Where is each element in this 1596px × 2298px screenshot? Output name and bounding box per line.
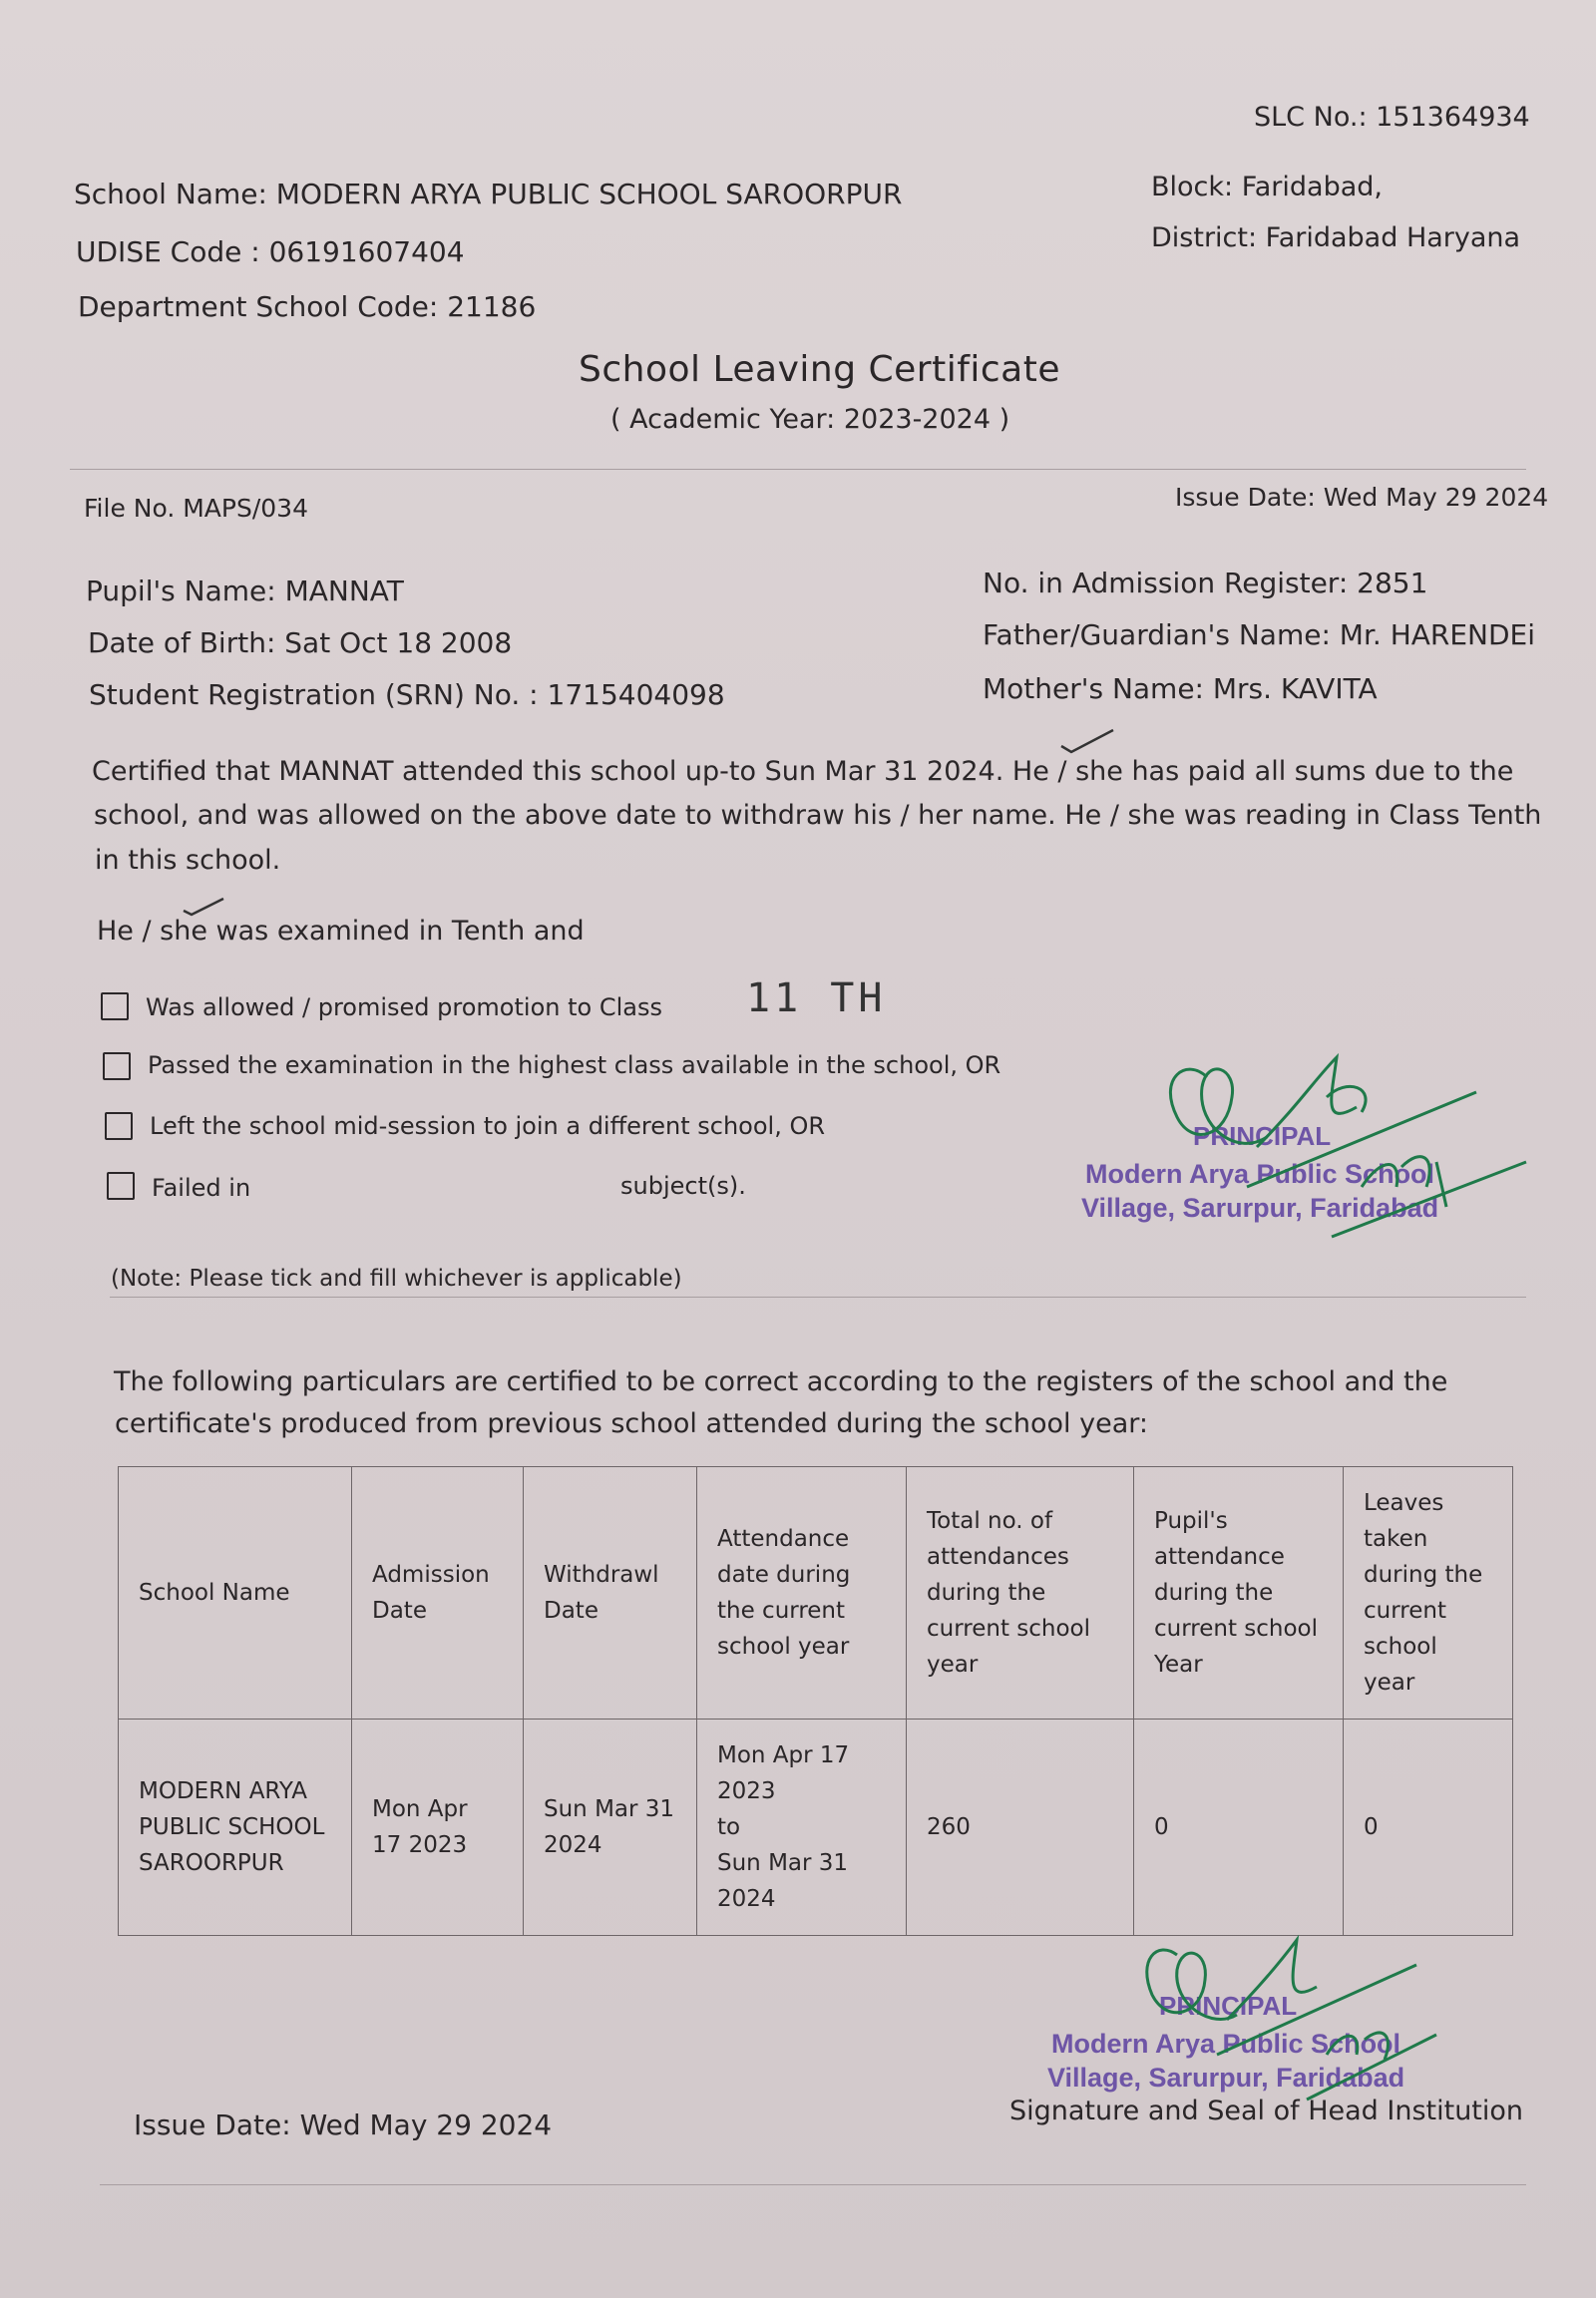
principal-signature-bottom-icon — [1127, 1925, 1466, 2124]
pupil-name: Pupil's Name: MANNAT — [86, 574, 404, 607]
father-name: Father/Guardian's Name: Mr. HARENDEi — [983, 618, 1536, 651]
certified-line-2: school, and was allowed on the above date to withdraw his / her name. He / she was reading in Class Tenth — [94, 800, 1542, 831]
cell-withdrawl-date: Sun Mar 31 2024 — [524, 1720, 697, 1936]
cell-total-attendances: 260 — [907, 1720, 1134, 1936]
failed-label: Failed in — [152, 1174, 251, 1202]
block: Block: Faridabad, — [1151, 172, 1383, 202]
table-header-row — [119, 1467, 1513, 1720]
particulars-line-1: The following particulars are certified to be correct according to the registers of the school and the — [114, 1366, 1448, 1397]
tick-mark-icon — [1057, 726, 1117, 756]
attendance-to-word: to — [717, 1814, 741, 1840]
promotion-class-handwritten: 11 TH — [746, 975, 887, 1021]
header-leaves-taken: Leaves taken during the current school year — [1344, 1467, 1513, 1720]
cell-admission-date: Mon Apr 17 2023 — [352, 1720, 524, 1936]
mother-name: Mother's Name: Mrs. KAVITA — [983, 672, 1378, 705]
issue-date-top: Issue Date: Wed May 29 2024 — [1175, 483, 1549, 512]
left-midsession-checkbox[interactable] — [105, 1112, 133, 1140]
divider — [110, 1297, 1526, 1298]
divider — [100, 2184, 1526, 2185]
academic-year: ( Academic Year: 2023-2024 ) — [610, 404, 1010, 435]
admission-register-number: No. in Admission Register: 2851 — [983, 567, 1428, 599]
subjects-label: subject(s). — [620, 1172, 746, 1200]
cell-leaves-taken: 0 — [1344, 1720, 1513, 1936]
promotion-checkbox[interactable] — [101, 992, 129, 1020]
header-total-attendances: Total no. of attendances during the current school year — [907, 1467, 1134, 1720]
signature-caption: Signature and Seal of Head Institution — [1009, 2096, 1524, 2126]
cell-attendance-dates — [697, 1720, 907, 1936]
header-school-name: School Name — [119, 1467, 352, 1720]
header-pupil-attendance: Pupil's attendance during the current school Year — [1134, 1467, 1344, 1720]
particulars-line-2: certificate's produced from previous school attended during the school year: — [115, 1408, 1148, 1439]
passed-checkbox[interactable] — [103, 1052, 131, 1080]
certificate-title: School Leaving Certificate — [579, 349, 1061, 390]
failed-checkbox[interactable] — [107, 1172, 135, 1200]
district: District: Faridabad Haryana — [1151, 222, 1521, 253]
left-midsession-label: Left the school mid-session to join a different school, OR — [150, 1112, 826, 1140]
table-row — [119, 1720, 1513, 1936]
cell-pupil-attendance: 0 — [1134, 1720, 1344, 1936]
stamp-line-1: Modern Arya Public School — [1085, 1159, 1435, 1189]
stamp-title-bottom: PRINCIPAL — [1159, 1991, 1298, 2021]
slc-number: SLC No.: 151364934 — [1254, 102, 1530, 133]
header-admission-date: Admission Date — [352, 1467, 524, 1720]
attendance-from: Mon Apr 17 2023 — [717, 1742, 850, 1804]
divider — [70, 469, 1526, 470]
note: (Note: Please tick and fill whichever is applicable) — [111, 1266, 682, 1292]
attendance-to: Sun Mar 31 2024 — [717, 1850, 849, 1912]
stamp-line-2-bottom: Village, Sarurpur, Faridabad — [1047, 2063, 1405, 2093]
particulars-table — [118, 1466, 1513, 1936]
examined-statement: He / she was examined in Tenth and — [97, 916, 585, 947]
issue-date-bottom: Issue Date: Wed May 29 2024 — [134, 2108, 553, 2141]
department-code: Department School Code: 21186 — [78, 290, 537, 323]
cell-school-name: MODERN ARYA PUBLIC SCHOOL SAROORPUR — [119, 1720, 352, 1936]
certified-line-1: Certified that MANNAT attended this school up-to Sun Mar 31 2024. He / she has paid all sums due to the — [92, 756, 1514, 787]
principal-signature-icon — [1147, 1037, 1536, 1277]
certified-line-3: in this school. — [95, 845, 281, 876]
school-name: School Name: MODERN ARYA PUBLIC SCHOOL SAROORPUR — [74, 178, 903, 210]
stamp-line-1-bottom: Modern Arya Public School — [1051, 2029, 1401, 2059]
header-attendance-date: Attendance date during the current school year — [697, 1467, 907, 1720]
file-number: File No. MAPS/034 — [84, 494, 308, 523]
srn-number: Student Registration (SRN) No. : 1715404098 — [89, 678, 725, 711]
stamp-title: PRINCIPAL — [1193, 1121, 1332, 1151]
stamp-line-2: Village, Sarurpur, Faridabad — [1081, 1193, 1439, 1223]
date-of-birth: Date of Birth: Sat Oct 18 2008 — [88, 626, 513, 659]
udise-code: UDISE Code : 06191607404 — [76, 235, 465, 268]
passed-label: Passed the examination in the highest class available in the school, OR — [148, 1051, 1001, 1079]
promotion-label: Was allowed / promised promotion to Class — [146, 993, 662, 1021]
header-withdrawl-date: Withdrawl Date — [524, 1467, 697, 1720]
